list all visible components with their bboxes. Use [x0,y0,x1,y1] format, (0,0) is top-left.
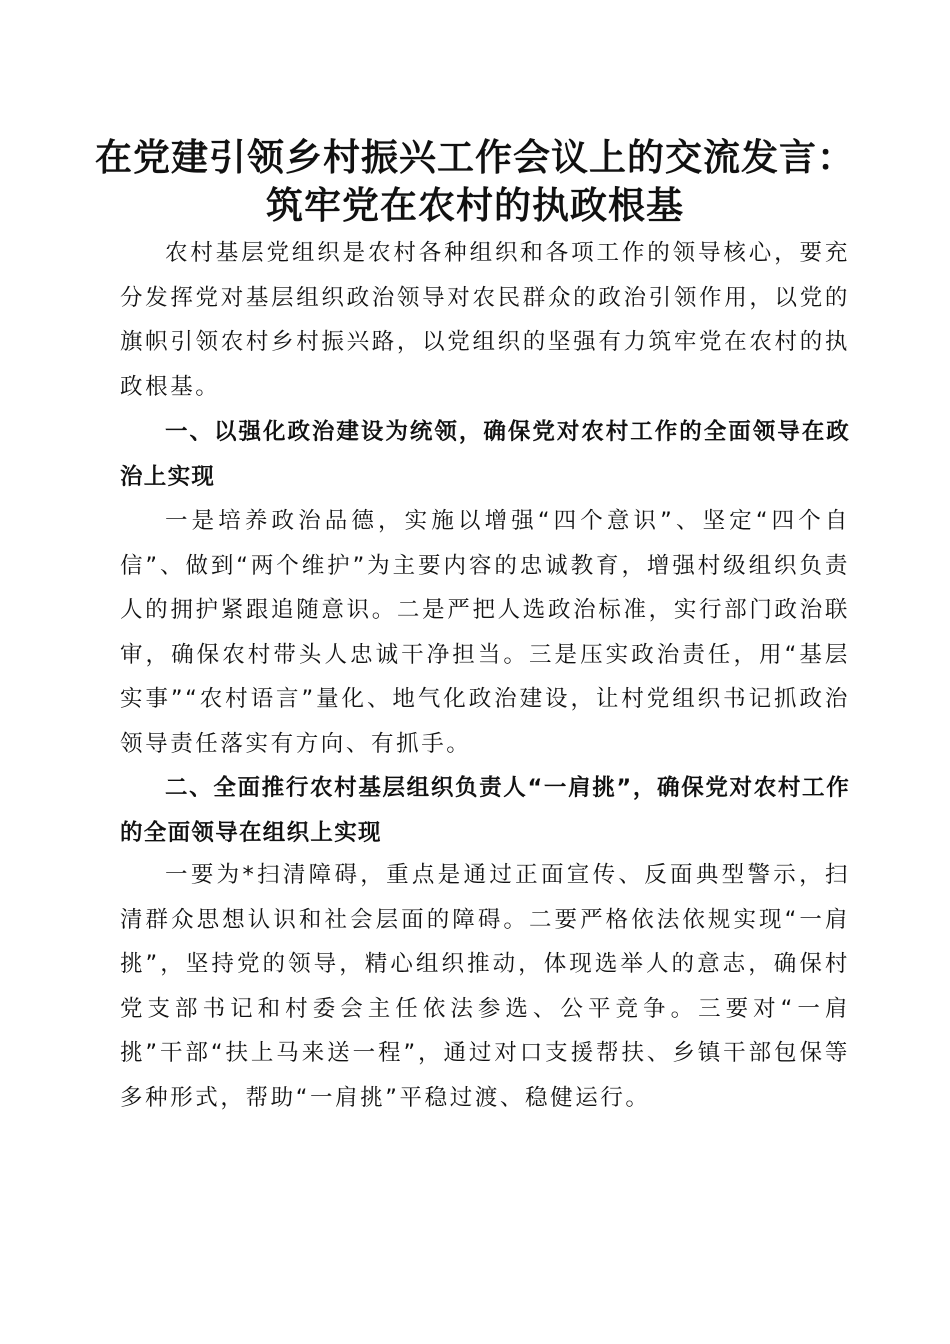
section-1-paragraph: 一是培养政治品德，实施以增强“四个意识”、坚定“四个自信”、做到“两个维护”为主要内容的忠诚教育，增强村级组织负责人的拥护紧跟追随意识。二是严把人选政治标准，实行部门政治联审，确保农村带头人忠诚干净担当。三是压实政治责任，用“基层实事”“农村语言”量化、地气化政治建设，让村党组织书记抓政治领导责任落实有方向、有抓手。 [120,508,850,757]
intro-paragraph: 农村基层党组织是农村各种组织和各项工作的领导核心，要充分发挥党对基层组织政治领导对农民群众的政治引领作用，以党的旗帜引领农村乡村振兴路，以党组织的坚强有力筑牢党在农村的执政根基。 [120,240,850,400]
section-2-heading: 二、全面推行农村基层组织负责人“一肩挑”，确保党对农村工作的全面领导在组织上实现 [120,775,850,846]
section-2-paragraph: 一要为*扫清障碍，重点是通过正面宣传、反面典型警示，扫清群众思想认识和社会层面的障碍。二要严格依法依规实现“一肩挑”，坚持党的领导，精心组织推动，体现选举人的意志，确保村党支部书记和村委会主任依法参选、公平竞争。三要对“一肩挑”干部“扶上马来送一程”，通过对口支援帮扶、乡镇干部包保等多种形式，帮助“一肩挑”平稳过渡、稳健运行。 [120,862,850,1111]
section-1-heading: 一、以强化政治建设为统领，确保党对农村工作的全面领导在政治上实现 [120,419,850,490]
document-title-line-2: 筑牢党在农村的执政根基 [266,183,684,227]
document-title-line-1: 在党建引领乡村振兴工作会议上的交流发言： [95,135,855,179]
